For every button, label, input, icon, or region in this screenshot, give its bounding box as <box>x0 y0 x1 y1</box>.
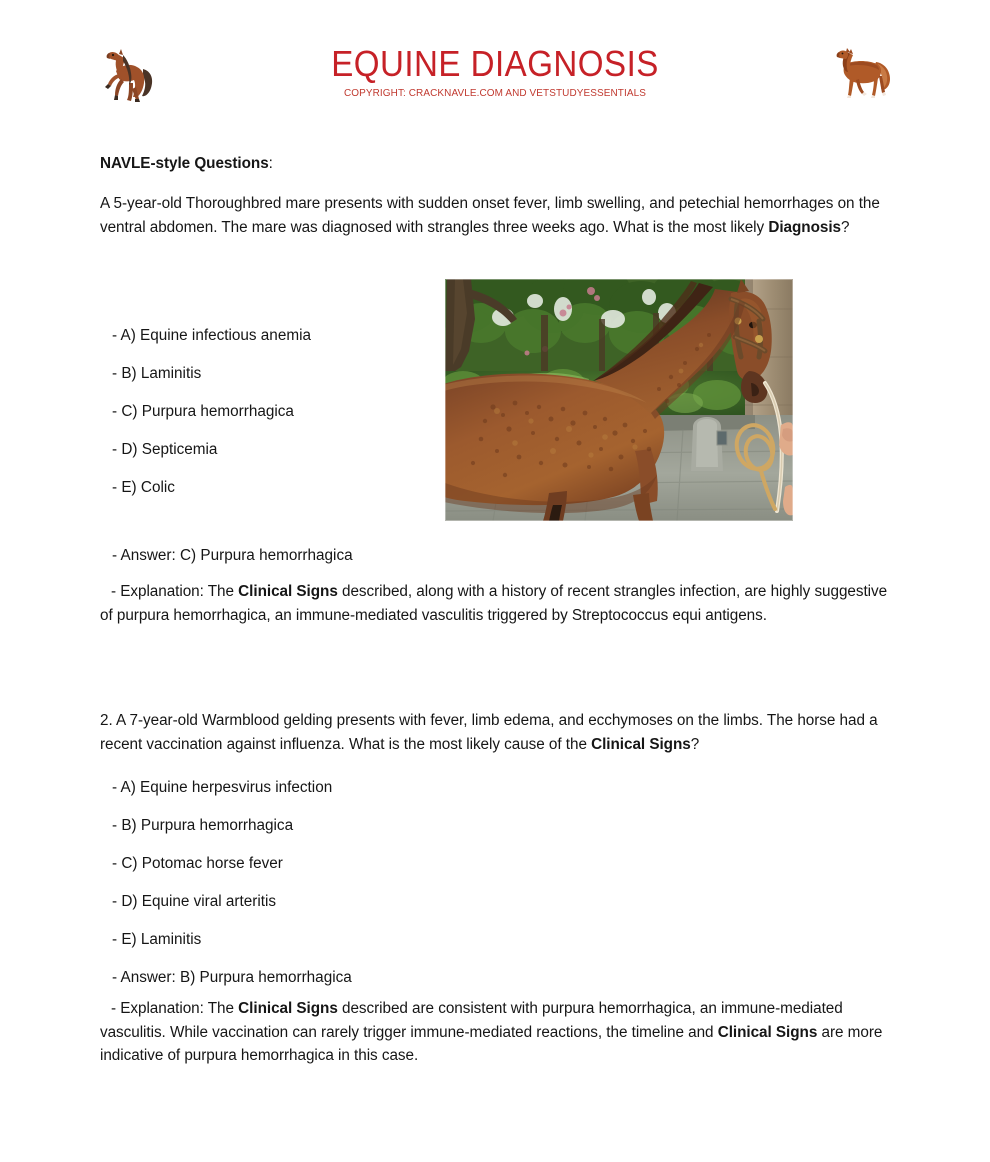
question-1-option-d[interactable]: - D) Septicemia <box>112 441 218 458</box>
question-2-stem-bold: Clinical Signs <box>591 735 691 753</box>
question-2-options <box>112 769 532 997</box>
question-2-explanation-text-b: described are consistent with purpura hemorrhagica, an immune-mediated vasculitis. While vaccination can rarely trigger immune-mediated reactions, the timeline and <box>100 1000 843 1041</box>
question-1-explanation-text-a: - Explanation: The <box>111 583 239 600</box>
question-2-explanation-text-c: are more indicative of purpura hemorrhagica in this case. <box>100 1023 883 1064</box>
copyright-line: COPYRIGHT: CRACKNAVLE.COM AND VETSTUDYESSENTIALS <box>343 87 647 99</box>
question-1-options <box>112 317 452 507</box>
question-2-stem-text-b: ? <box>690 735 700 753</box>
question-1-option-c[interactable]: - C) Purpura hemorrhagica <box>112 403 294 420</box>
question-1-option-e[interactable]: - E) Colic <box>112 479 175 496</box>
question-2-option-a[interactable]: - A) Equine herpesvirus infection <box>112 779 333 796</box>
question-2-stem <box>100 709 895 756</box>
question-2-option-c[interactable]: - C) Potomac horse fever <box>112 855 283 872</box>
question-1-answer-text: - Answer: C) Purpura hemorrhagica <box>112 547 353 564</box>
section-heading <box>100 152 892 176</box>
question-2-stem-text-a: 2. A 7-year-old Warmblood gelding presents with fever, limb edema, and ecchymoses on the limbs. The horse had a recent vaccination against influenza. What is the most likely cause of the <box>100 712 878 753</box>
question-2-answer-text: - Answer: B) Purpura hemorrhagica <box>112 969 352 986</box>
question-1-explanation-bold: Clinical Signs <box>238 583 338 600</box>
section-heading-bold: NAVLE-style Questions <box>100 155 269 172</box>
question-1-stem <box>100 192 897 239</box>
section-heading-suffix: : <box>268 155 273 172</box>
question-1-stem-bold: Diagnosis <box>768 218 841 236</box>
question-2-explanation-bold-1: Clinical Signs <box>238 1000 338 1017</box>
question-1-explanation <box>100 580 895 627</box>
question-2-explanation-text-a: - Explanation: The <box>111 1000 239 1017</box>
page-title: EQUINE DIAGNOSIS <box>331 43 659 84</box>
trotting-horse-logo <box>824 48 896 100</box>
question-2-explanation <box>100 997 890 1068</box>
question-1-option-a[interactable]: - A) Equine infectious anemia <box>112 327 311 344</box>
question-1-stem-text-a: A 5-year-old Thoroughbred mare presents with sudden onset fever, limb swelling, and petechial hemorrhages on the ventral abdomen. The mare was diagnosed with strangles three weeks ago. What is the most likely <box>100 195 880 236</box>
question-2-explanation-bold-2: Clinical Signs <box>717 1023 818 1041</box>
clinical-photo-bay-horse <box>445 279 793 521</box>
question-2-option-b[interactable]: - B) Purpura hemorrhagica <box>112 817 294 834</box>
question-2-option-d[interactable]: - D) Equine viral arteritis <box>112 893 277 910</box>
document-header <box>0 0 990 120</box>
question-1-explanation-text-b: described, along with a history of recent strangles infection, are highly suggestive of purpura hemorrhagica, an immune-mediated vasculitis triggered by Streptococcus equi antigens. <box>100 583 888 624</box>
question-1-answer <box>112 544 612 567</box>
question-1-option-b[interactable]: - B) Laminitis <box>112 365 202 382</box>
question-1-stem-text-b: ? <box>840 218 850 236</box>
question-2-option-e[interactable]: - E) Laminitis <box>112 931 202 948</box>
